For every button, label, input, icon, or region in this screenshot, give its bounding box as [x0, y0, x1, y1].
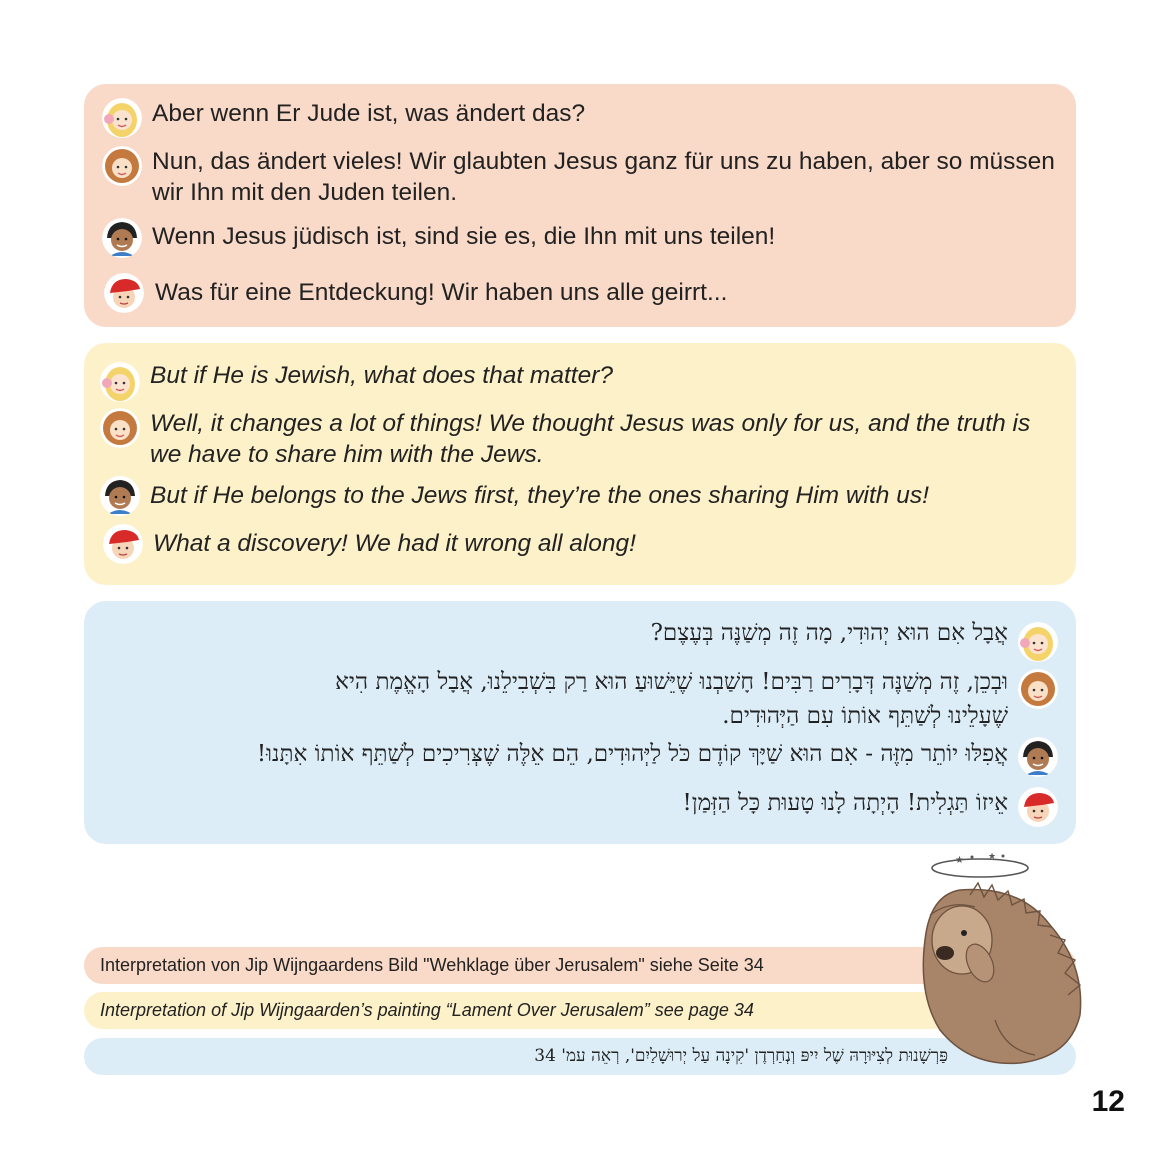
red-cap-boy-avatar-icon	[104, 273, 144, 313]
english-line-2b: we have to share him with the Jews.	[150, 441, 544, 468]
red-cap-boy-avatar-icon	[1018, 787, 1058, 827]
hebrew-line-2b: שֶׁעָלֵינוּ לְשַׁתֵּף אוֹתוֹ עִם הַיְּהוּדִים.	[722, 703, 1008, 729]
red-cap-boy-avatar-icon	[103, 524, 143, 564]
german-line-3: Wenn Jesus jüdisch ist, sind sie es, die Ihn mit uns teilen!	[152, 223, 776, 250]
curly-girl-avatar-icon	[1018, 669, 1058, 709]
curly-girl-avatar-icon	[100, 408, 140, 448]
hebrew-line-2a: וּבְכֵן, זֶה מְשַׁנֶּה דְּבָרִים רַבִּים! חָשַׁבְנוּ שֶׁיֵּשׁוּעַ הוּא רַק בִּשְׁבִילֵנוּ, אֲבָל הָאֱמֶת הִיא	[335, 669, 1008, 695]
german-caption: Interpretation von Jip Wijngaardens Bild "Wehklage über Jerusalem" siehe Seite 34	[100, 955, 764, 975]
german-line-2b: wir Ihn mit den Juden teilen.	[152, 179, 458, 206]
english-dialogue-panel	[84, 343, 1076, 585]
hebrew-line-1: אֲבָל אִם הוּא יְהוּדִי, מָה זֶה מְשַׁנֶּה בְּעֶצֶם?	[650, 620, 1008, 646]
boy-avatar-icon	[1018, 737, 1058, 777]
english-caption: Interpretation of Jip Wijngaarden’s painting “Lament Over Jerusalem” see page 34	[100, 1000, 754, 1020]
hebrew-caption: פַּרְשָׁנוּת לְצִיּוּרָהּ שֶׁל יִיפּ וְנְחַרְדֶן 'קִינָה עַל יְרוּשָׁלַיִם', רְאֵה עמ' 34	[534, 1046, 948, 1066]
blonde-girl-avatar-icon	[100, 362, 140, 402]
german-dialogue-panel	[84, 84, 1076, 327]
page-number: 12	[1091, 1085, 1125, 1118]
english-line-4: What a discovery! We had it wrong all along!	[153, 530, 636, 557]
english-line-2a: Well, it changes a lot of things! We thought Jesus was only for us, and the truth is	[150, 410, 1031, 437]
boy-avatar-icon	[102, 218, 142, 258]
boy-avatar-icon	[100, 476, 140, 516]
hedgehog-illustration-icon	[900, 845, 1090, 1070]
german-line-2a: Nun, das ändert vieles! Wir glaubten Jesus ganz für uns zu haben, aber so müssen	[152, 148, 1055, 175]
english-line-1: But if He is Jewish, what does that matter?	[150, 362, 613, 389]
german-line-4: Was für eine Entdeckung! Wir haben uns alle geirrt...	[155, 279, 728, 306]
svg-text:★: ★	[955, 855, 964, 866]
hebrew-dialogue-panel	[84, 601, 1076, 844]
blonde-girl-avatar-icon	[102, 98, 142, 138]
german-line-1: Aber wenn Er Jude ist, was ändert das?	[152, 100, 586, 127]
curly-girl-avatar-icon	[102, 146, 142, 186]
english-line-3: But if He belongs to the Jews first, they’re the ones sharing Him with us!	[150, 482, 929, 509]
hebrew-line-3: אֲפִלּוּ יוֹתֵר מִזֶּה - אִם הוּא שַׁיָּךְ קוֹדֶם כֹּל לַיְּהוּדִים, הֵם אֵלֶּה שֶׁצְּרִיכִים לְשַׁתֵּף אוֹתוֹ אִתָּנוּ!	[256, 741, 1008, 767]
hebrew-line-4: אֵיזוֹ תַּגְלִית! הָיְתָה לָנוּ טָעוּת כָּל הַזְּמַן!	[682, 790, 1008, 816]
blonde-girl-avatar-icon	[1018, 622, 1058, 662]
svg-text:★: ★	[988, 852, 997, 862]
